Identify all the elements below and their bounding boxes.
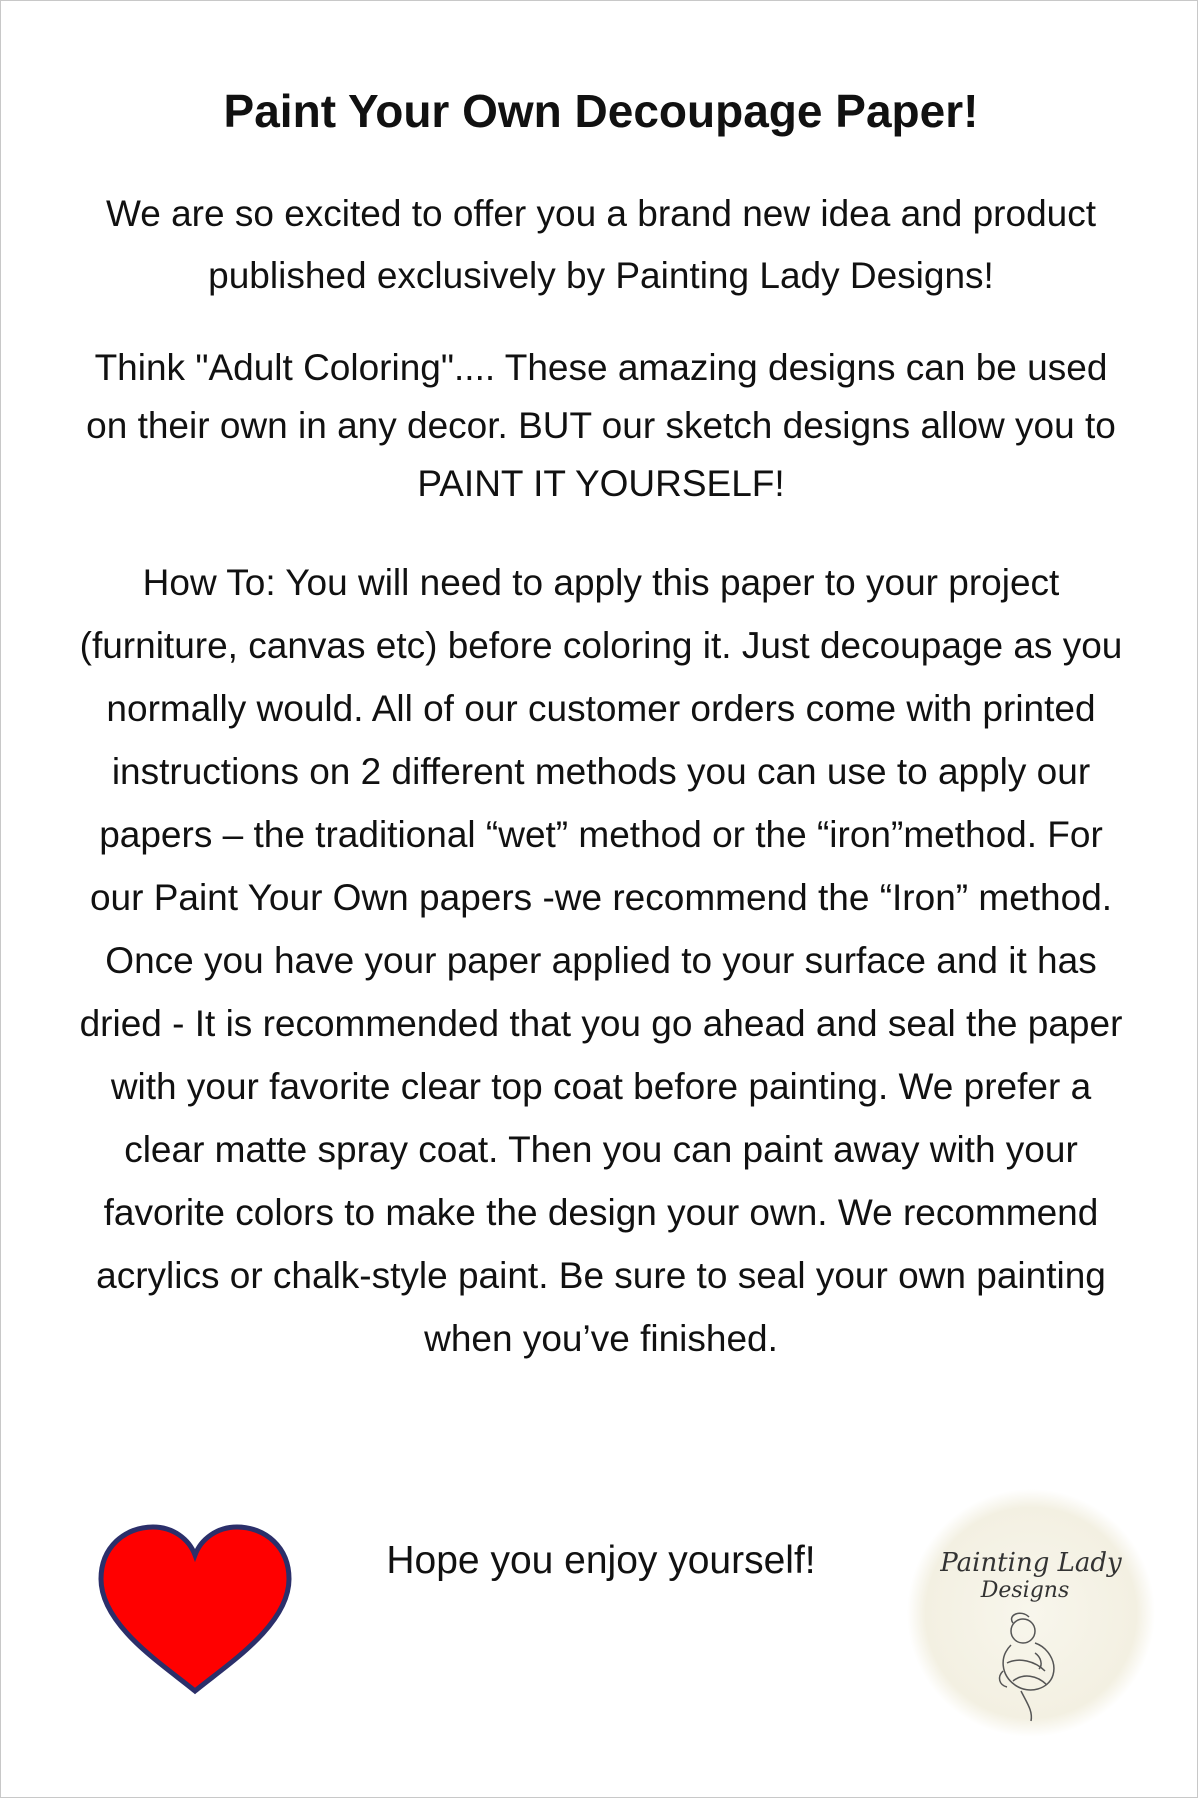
adult-coloring-paragraph: Think "Adult Coloring".... These amazing designs can be used on their own in any decor. BUT our sketch designs allow you to PAINT IT YOURSELF! xyxy=(86,347,1116,504)
closing-message: Hope you enjoy yourself! xyxy=(386,1539,816,1582)
heart-icon xyxy=(95,1521,295,1701)
logo-text-line2: Designs xyxy=(980,1578,1070,1603)
intro-paragraph: We are so excited to offer you a brand new idea and product published exclusively by Painting Lady Designs! xyxy=(105,193,1097,296)
page-title: Paint Your Own Decoupage Paper! xyxy=(223,85,979,137)
how-to-paragraph: How To: You will need to apply this paper to your project (furniture, canvas etc) before coloring it. Just decoupage as you normally would. All of our customer orders come with printed instructions on 2 different methods you can use to apply our papers – the traditional “wet” method or the “iron”method. For our Paint Your Own papers -we recommend the “Iron” method. Once you have your paper applied to your surface and it has dried - It is recommended that you go ahead and seal the paper with your favorite clear top coat before painting. We prefer a clear matte spray coat. Then you can paint away with your favorite colors to make the design your own. We recommend acrylics or chalk-style paint. Be sure to seal your own painting when you’ve finished. xyxy=(79,562,1123,1359)
logo-text-line1: Painting Lady xyxy=(940,1548,1122,1578)
painting-lady-designs-logo xyxy=(903,1485,1159,1741)
